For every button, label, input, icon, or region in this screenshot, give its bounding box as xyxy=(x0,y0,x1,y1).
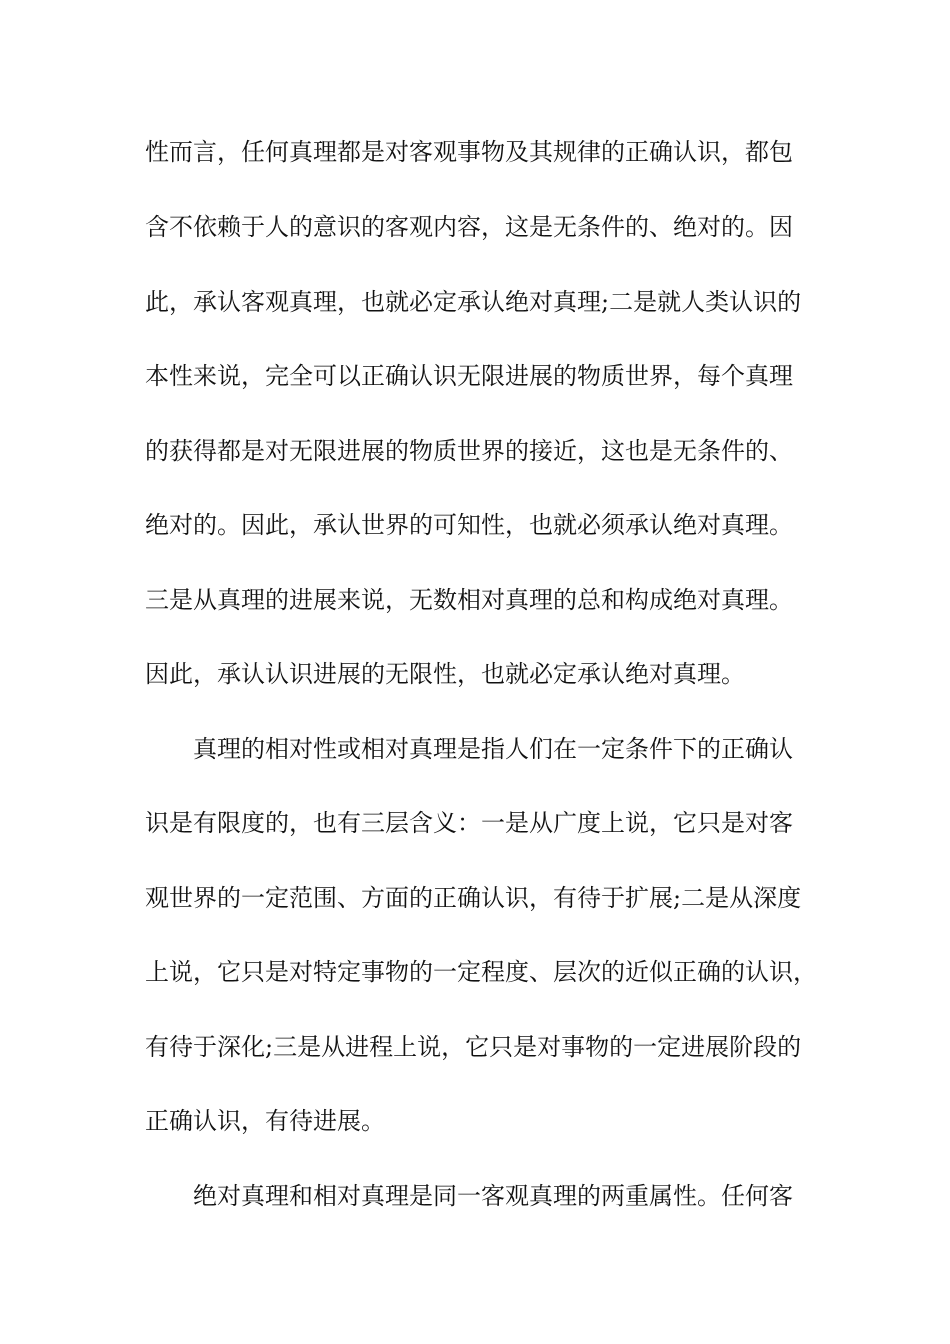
text-line: 正确认识，有待进展。 xyxy=(145,1107,385,1135)
text-line: 有待于深化;三是从进程上说，它只是对事物的一定进展阶段的 xyxy=(145,1033,802,1061)
text-line: 此，承认客观真理，也就必定承认绝对真理;二是就人类认识的 xyxy=(145,288,802,316)
text-line: 性而言，任何真理都是对客观事物及其规律的正确认识，都包 xyxy=(145,138,793,166)
text-line: 上说，它只是对特定事物的一定程度、层次的近似正确的认识， xyxy=(145,958,817,986)
paragraph-start-line: 绝对真理和相对真理是同一客观真理的两重属性。任何客 xyxy=(193,1182,793,1210)
paragraph-start-line: 真理的相对性或相对真理是指人们在一定条件下的正确认 xyxy=(193,735,793,763)
text-line: 的获得都是对无限进展的物质世界的接近，这也是无条件的、 xyxy=(145,437,793,465)
text-line: 含不依赖于人的意识的客观内容，这是无条件的、绝对的。因 xyxy=(145,213,793,241)
text-line: 三是从真理的进展来说，无数相对真理的总和构成绝对真理。 xyxy=(145,586,793,614)
text-line: 识是有限度的，也有三层含义：一是从广度上说，它只是对客 xyxy=(145,809,793,837)
text-line: 本性来说，完全可以正确认识无限进展的物质世界，每个真理 xyxy=(145,362,793,390)
text-line: 观世界的一定范围、方面的正确认识，有待于扩展;二是从深度 xyxy=(145,884,802,912)
text-line: 绝对的。因此，承认世界的可知性，也就必须承认绝对真理。 xyxy=(145,511,793,539)
text-line: 因此，承认认识进展的无限性，也就必定承认绝对真理。 xyxy=(145,660,745,688)
